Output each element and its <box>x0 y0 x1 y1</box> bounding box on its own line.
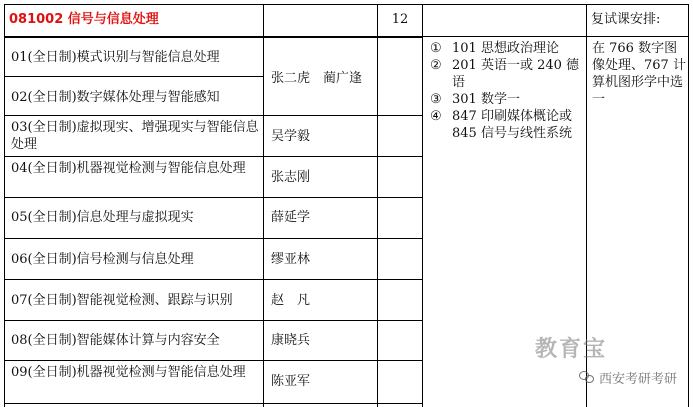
supervisor-name: 张志刚 <box>271 170 311 185</box>
column-divider <box>422 4 423 407</box>
direction-name: 05(全日制)信息处理与虚拟现实 <box>11 210 194 225</box>
row-divider <box>4 156 422 157</box>
supervisor-name: 赵 凡 <box>271 293 311 308</box>
exam-text: 847 印刷媒体概论或 845 信号与线性系统 <box>452 109 572 141</box>
exam-number: ① <box>430 41 442 56</box>
watermark-caption <box>579 368 677 387</box>
row-divider <box>4 197 422 198</box>
row-divider <box>4 279 422 280</box>
exam-subject-list <box>430 40 582 170</box>
supervisor-names: 张二虎 蔺广逢 <box>271 71 363 86</box>
exam-number: ② <box>430 58 442 73</box>
exam-subject <box>430 91 582 108</box>
direction-name: 09(全日制)机器视觉检测与智能信息处理 <box>11 365 246 380</box>
retest-label: 复试课安排: <box>591 12 661 27</box>
row-divider <box>4 76 264 77</box>
supervisor-name: 缪亚林 <box>271 252 311 267</box>
column-divider <box>688 4 689 407</box>
column-divider <box>263 4 264 407</box>
watermark-logo: 教育宝 <box>534 337 607 362</box>
row-divider <box>4 403 422 404</box>
direction-name: 04(全日制)机器视觉检测与智能信息处理 <box>11 161 246 176</box>
exam-text: 201 英语一或 240 德语 <box>452 58 580 90</box>
exam-number: ④ <box>430 109 442 124</box>
supervisor-name: 薛延学 <box>271 210 311 225</box>
direction-name: 07(全日制)智能视觉检测、跟踪与识别 <box>11 293 233 308</box>
exam-text: 301 数学一 <box>452 92 520 107</box>
row-divider <box>4 37 422 38</box>
supervisor-name: 康晓兵 <box>271 333 311 348</box>
watermark-caption-text: 西安考研考研 <box>598 372 677 387</box>
exam-subject <box>430 57 582 91</box>
row-divider <box>4 320 422 321</box>
exam-subject <box>430 40 582 57</box>
direction-name: 01(全日制)模式识别与智能信息处理 <box>11 50 220 65</box>
exam-subject <box>430 108 582 142</box>
supervisor-name: 陈亚军 <box>271 374 311 389</box>
exam-text: 101 思想政治理论 <box>452 41 559 56</box>
exam-number: ③ <box>430 92 442 107</box>
direction-name: 02(全日制)数字媒体处理与智能感知 <box>11 90 220 105</box>
wechat-icon <box>579 371 595 384</box>
row-divider <box>4 238 422 239</box>
column-divider <box>4 4 5 407</box>
enrollment-count: 12 <box>391 12 409 27</box>
direction-name: 03(全日制)虚拟现实、增强现实与智能信息处理 <box>11 120 259 152</box>
major-title: 081002 信号与信息处理 <box>9 12 159 27</box>
row-divider <box>4 115 422 116</box>
direction-name: 06(全日制)信号检测与信息处理 <box>11 252 194 267</box>
retest-detail: 在 766 数字图像处理、767 计算机图形学中选一 <box>592 41 686 107</box>
direction-name: 08(全日制)智能媒体计算与内容安全 <box>11 333 220 348</box>
supervisor-name: 吴学毅 <box>271 129 311 144</box>
row-divider <box>4 360 422 361</box>
column-divider <box>377 4 378 407</box>
